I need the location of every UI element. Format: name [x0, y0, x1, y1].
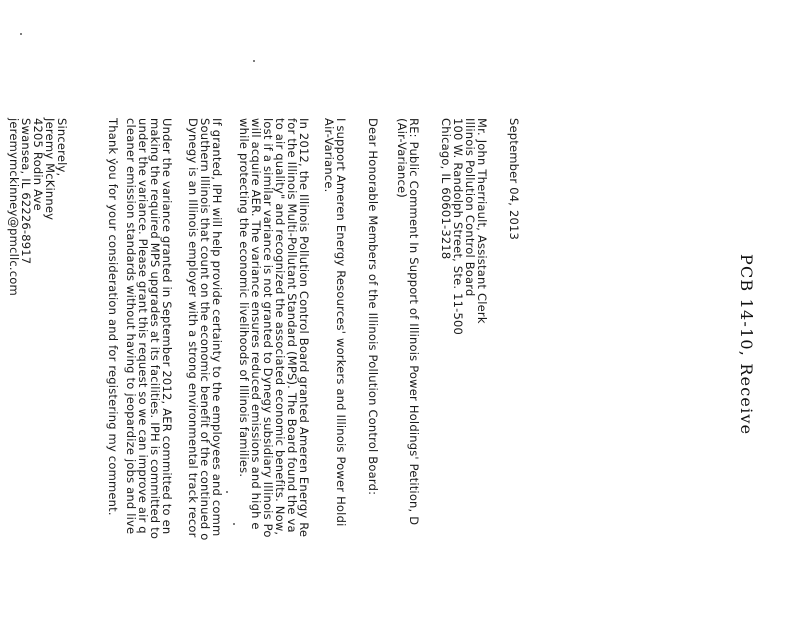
- filing-stamp: PCB 14-10, Receive: [737, 254, 756, 436]
- paragraph-line: lost if a similar variance is not granted to Dynegy subsidiary Illinois Po: [261, 118, 275, 538]
- salutation: Dear Honorable Members of the Illinois Pollution Control Board:: [366, 118, 380, 496]
- scan-speck: [20, 33, 22, 35]
- paragraph-line: If granted, IPH will help provide certainty to the employees and comm: [210, 118, 224, 537]
- signature-line: 4205 Rodin Ave: [31, 118, 45, 211]
- paragraph-line: I support Ameren Energy Resources' workers and Illinois Power Holdi: [334, 118, 348, 527]
- paragraph-line: making the required MPS upgrades at its facilities. IPH is committed to: [148, 118, 162, 540]
- recipient-line: 100 W. Randolph Street, Ste. 11-500: [451, 118, 465, 335]
- letter-body: [7, 118, 756, 618]
- paragraph-line: for the Illinois Multi-Pollutant Standard (MPS). The Board found the va: [285, 118, 299, 533]
- subject-line: (Air-Variance): [395, 118, 409, 198]
- closing-paragraph: Thank you for your consideration and for registering my comment.: [106, 118, 120, 516]
- paragraph-line: Air-Variance.: [322, 118, 336, 193]
- recipient-line: Mr. John Therriault, Assistant Clerk: [475, 118, 489, 324]
- signature-line: Jeremy McKinney: [43, 118, 57, 221]
- letter-date: September 04, 2013: [507, 118, 521, 241]
- paragraph-line: Dynegy is an Illinois employer with a strong environmental track recor: [186, 118, 200, 538]
- recipient-line: Chicago, IL 60601-3218: [439, 118, 453, 260]
- signature-line: Swansea, IL 62226-8917: [19, 118, 33, 265]
- paragraph-line: Under the variance granted in September 2012, AER committed to en: [160, 118, 174, 535]
- subject-line: RE: Public Comment In Support of Illinois Power Holdings' Petition, D: [407, 118, 421, 526]
- paragraph-line: cleaner emission standards without having to jeopardize jobs and live: [124, 118, 138, 535]
- recipient-line: Illinois Pollution Control Board: [463, 118, 477, 297]
- scan-speck: [253, 60, 255, 62]
- paragraph-line: In 2012, the Illinois Pollution Control Board granted Ameren Energy Re: [297, 118, 311, 538]
- paragraph-line: while protecting the economic livelihoods of Illinois families.: [237, 118, 251, 478]
- signature-line: Sincerely,: [55, 118, 69, 177]
- paragraph-line: under the variance. Please grant this request so we can improve air q: [136, 118, 150, 534]
- paragraph-line: to air quality" and recognized the associated economic benefits. Now,: [273, 118, 287, 536]
- paragraph-line: will acquire AER. The variance ensures reduced emissions and high e: [249, 118, 263, 530]
- signature-email: jeremymckinney@pmcllc.com: [7, 118, 21, 296]
- paragraph-line: Southern Illinois that count on the economic benefit of the continued o: [198, 118, 212, 541]
